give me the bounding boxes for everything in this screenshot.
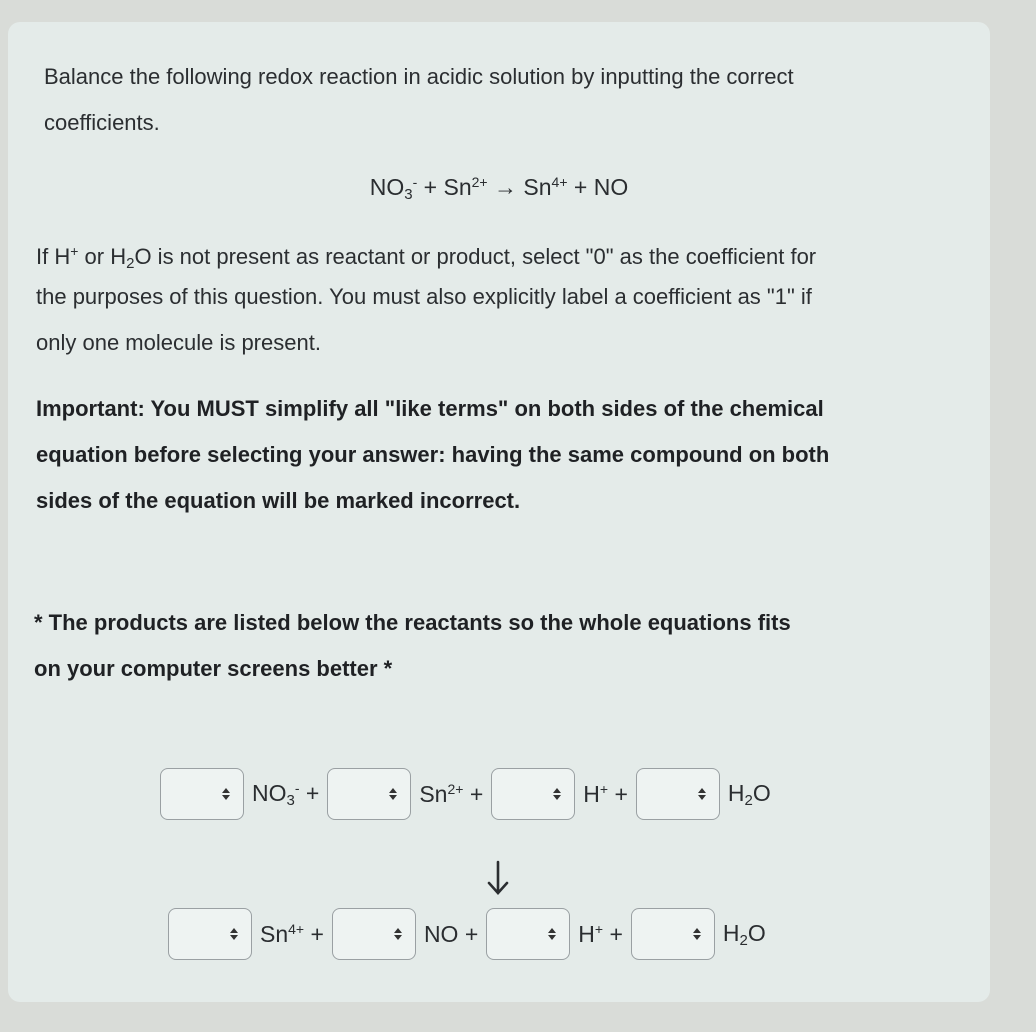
coefficient-select-sn4-product[interactable] — [168, 908, 252, 960]
coefficient-select-no3-reactant[interactable] — [160, 768, 244, 820]
coefficient-select-h-reactant[interactable] — [491, 768, 575, 820]
reactant-term-no3: $NO_3^-$ + — [252, 779, 320, 809]
up-down-caret-icon — [229, 927, 239, 941]
coefficient-select-h-product[interactable] — [486, 908, 570, 960]
important-line-3: sides of the equation will be marked incorrect. — [36, 488, 521, 513]
coefficient-select-sn2-reactant[interactable] — [327, 768, 411, 820]
reaction-equation: $NO_3^- + Sn^{2+} \to Sn^{4+}$ + NO — [369, 174, 629, 203]
note-line-1: If H+ or $H_2O$ is not present as reactant or product, select "0" as the coefficient for — [36, 243, 817, 272]
note-line-2: the purposes of this question. You must also explicitly label a coefficient as "1" if — [36, 284, 812, 309]
up-down-caret-icon — [552, 787, 562, 801]
product-term-sn4: $Sn^{4+}$ + — [260, 920, 324, 947]
reactant-term-sn2: $Sn^{2+}$ + — [419, 780, 484, 807]
products-row — [168, 908, 774, 960]
product-term-h2o: $H_2O$ — [722, 919, 766, 949]
important-line-2: equation before selecting your answer: having the same compound on both — [36, 442, 830, 467]
coefficient-select-h2o-reactant[interactable] — [636, 768, 720, 820]
product-term-h: H+ + — [578, 920, 623, 947]
products-note-line-2: on your computer screens better * — [34, 656, 393, 681]
product-term-no: NO + — [423, 920, 479, 947]
up-down-caret-icon — [388, 787, 398, 801]
note-line-3: only one molecule is present. — [36, 330, 321, 355]
reactant-term-h2o: $H_2O$ — [727, 779, 771, 809]
instructions-line-1: Balance the following redox reaction in acidic solution by inputting the correct — [44, 64, 794, 89]
up-down-caret-icon — [221, 787, 231, 801]
up-down-caret-icon — [692, 927, 702, 941]
coefficient-select-no-product[interactable] — [332, 908, 416, 960]
reactants-row — [160, 768, 779, 820]
coefficient-select-h2o-product[interactable] — [631, 908, 715, 960]
up-down-caret-icon — [697, 787, 707, 801]
instructions-line-2: coefficients. — [44, 110, 160, 135]
question-panel — [8, 22, 990, 1002]
up-down-caret-icon — [547, 927, 557, 941]
products-note-line-1: * The products are listed below the reactants so the whole equations fits — [34, 610, 791, 635]
reactant-term-h: H+ + — [583, 780, 628, 807]
up-down-caret-icon — [393, 927, 403, 941]
arrow-down-icon — [486, 860, 510, 896]
important-line-1: Important: You MUST simplify all "like terms" on both sides of the chemical — [36, 396, 824, 421]
